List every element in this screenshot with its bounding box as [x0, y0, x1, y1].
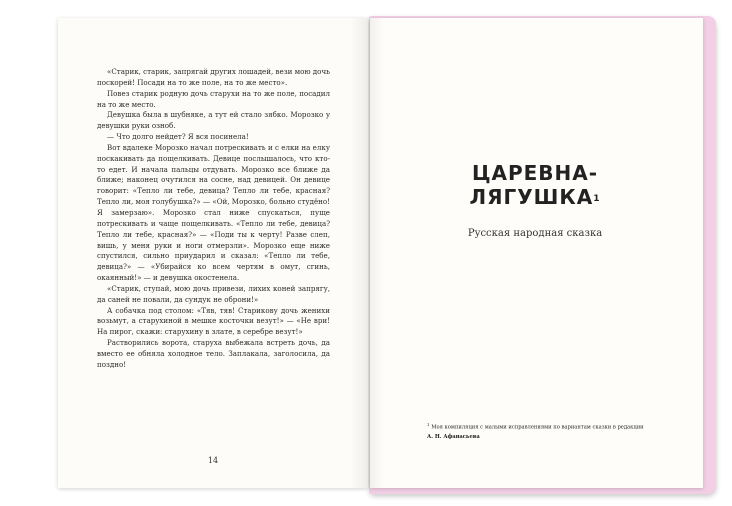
footnote-mark: 1 [427, 422, 430, 427]
footnote [427, 420, 679, 442]
page-number: 14 [207, 456, 219, 465]
story-title [430, 161, 640, 209]
paragraph: «Старик, старик, запрягай других лошадей, вези мою дочь поскорей! Посади на то же поле, на то же место». [97, 67, 330, 87]
story-subtitle: Русская народная сказка [467, 228, 603, 239]
left-page [58, 18, 368, 488]
paragraph: Вот вдалеке Морозко начал потрескивать и с елки на елку поскакивать да пощелкивать. Девице послышалось, что кто-то едет. И начала пальцы отдувать. Морозко все ближе да ближе; наконец очутился на сосне, над девицей. Он девице говорит: «Тепло ли тебе, девица? Тепло ли тебе, красная? Тепло ли, моя голубушка?» — «Ой, Морозко, больно студёно! Я замерзаю». Морозко стал ниже спускаться, пуще потрескивать и чаще пощелкивать. «Тепло ли тебе, девица? Тепло ли тебе, красная?» — «Поди ты к черту! Разве слеп, вишь, у меня руки и ноги отмерзли». Морозко еще ниже спустился, сильно приударил и сказал: «Тепло ли тебе, девица?» — «Убирайся ко всем чертям в омут, сгинь, окаянный!» — и девушка окостенела. [97, 142, 330, 283]
right-page [370, 18, 703, 488]
paragraph: Девушка была в шубняке, а тут ей стало зябко. Морозко у девушки руки озноб. [97, 110, 330, 131]
paragraph: — Что долго нейдет? Я вся посинела! [107, 132, 249, 142]
footnote-text: Моя компиляция с малыми исправлениями по вариантам сказки в редакции [431, 424, 644, 431]
left-page-gutter-shade [350, 18, 368, 488]
footnote-author: А. Н. Афанасьева [427, 433, 480, 440]
paragraph: Растворились ворота, старуха выбежала встреть дочь, да вместо ее обняла холодное тело. Заплакала, заголосила, да поздно! [97, 338, 330, 369]
right-page-gutter-shade [370, 18, 384, 488]
paragraph: А собачка под столом: «Тяв, тяв! Старикову дочь женихи возьмут, а старухиной в мешке косточки везут!» — «Не ври! На пирог, скажи: старухину в злате, в серебре везут!» [97, 305, 330, 337]
paragraph: «Старик, ступай, мою дочь привези, лихих коней запрягу, да саней не повали, да сундук не оброни!» [97, 283, 330, 304]
paragraph: Повез старик родную дочь старухи на то же поле, посадил на то же место. [97, 88, 330, 109]
story-title-text: ЦАРЕВНА-ЛЯГУШКА [469, 161, 599, 209]
title-footnote-mark: 1 [593, 194, 601, 204]
left-page-body-text [97, 67, 330, 371]
